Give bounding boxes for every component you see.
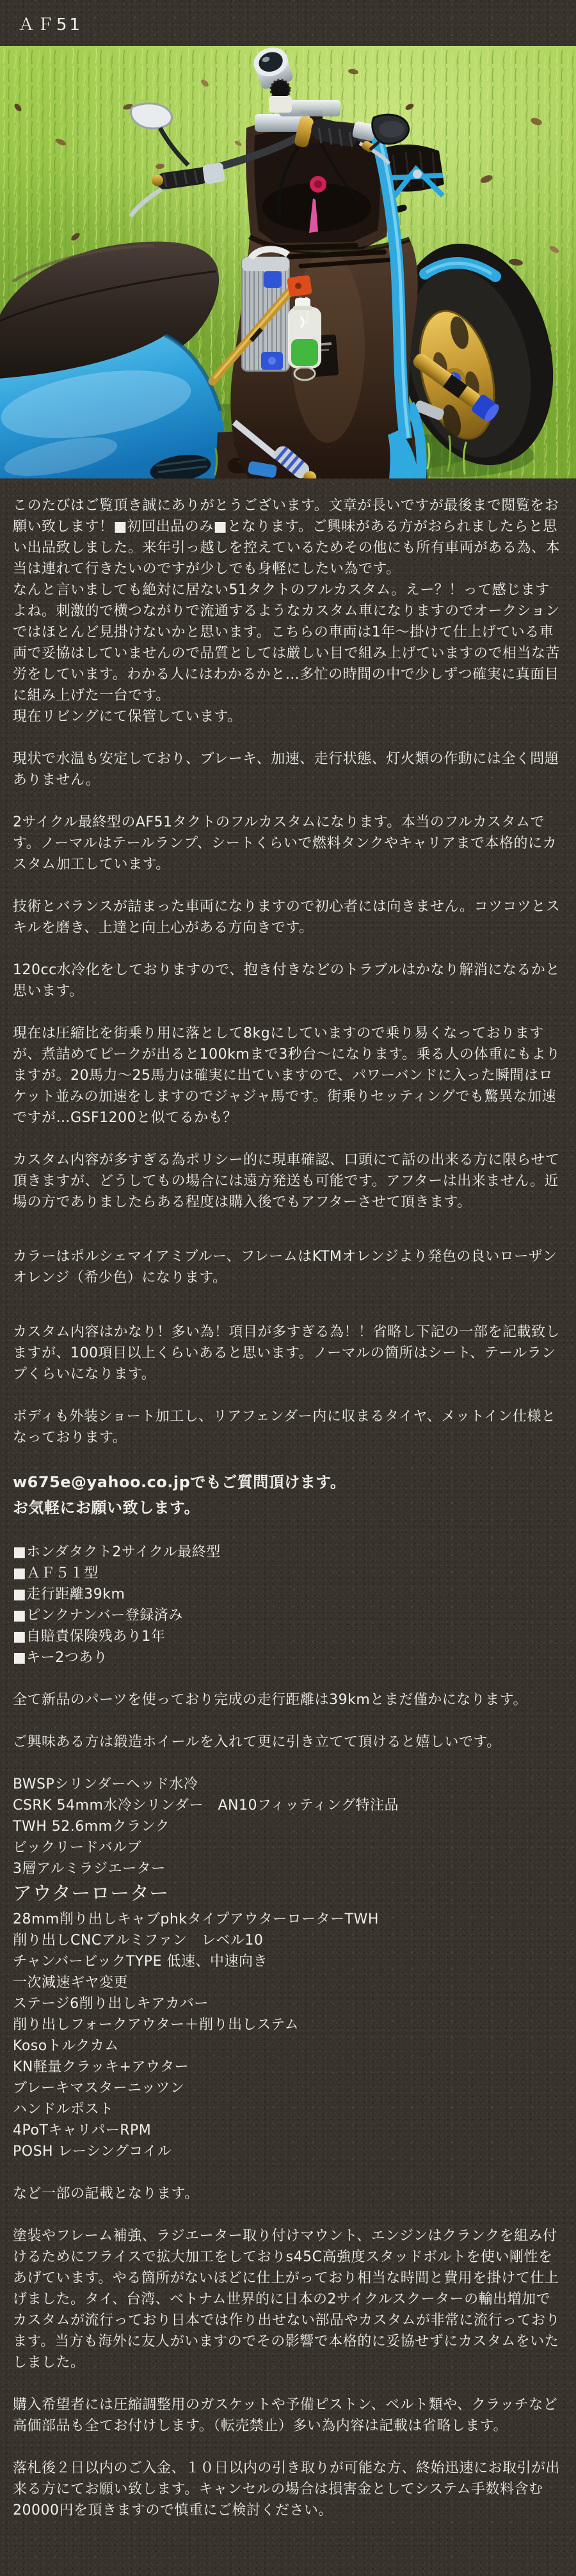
contact-note-line: お気軽にお願い致します。 [13,1499,200,1517]
page-title: ＡＦ51 [18,15,83,35]
description-paragraph: 現在は圧縮比を街乗り用に落として8kgにしていますので乗り易くなっておりますが、煮詰めてピークが出ると100kmまで3秒台〜になります。乗る人の体重にもよりますが。20馬力〜25馬力は確実に出ていますので、パワーバンドに入った瞬間はロケット並みの加速をしますのでジャジャ馬です。街乗りセッティングでも驚異な加速ですが…GSF1200と似てるかも？ [13,1025,561,1126]
radiator [242,249,289,371]
description-paragraph: など一部の記載となります。 [13,2186,199,2202]
description-paragraph: 2サイクル最終型のAF51タクトのフルカスタムになります。本当のフルカスタムです。ノーマルはテールランプ、シートくらいで燃料タンクやキャリアまで本格的にカスタム加工しています。 [13,814,557,873]
description-paragraph: 全て新品のパーツを使っており完成の走行距離は39kmとまだ僅かになります。 [13,1692,528,1708]
anodized-fitting [264,271,282,288]
description-paragraph: 塗装やフレーム補強、ラジエーター取り付けマウント、エンジンはクランクを組み付けるためにフライスで拡大加工をしておりs45C高強度スタッドボルトを使い剛性をあげています。やる箇所がないほどに仕上がっており相当な時間と費用を掛けて仕上げました。タイ、台湾、ベトナム世界的に日本の2サイクルスクーターの輸出増加でカスタムが流行っており日本では作り出せない部品やカスタムが非常に流行っております。当方も海外に友人がいますのでその影響で本格的に妥協せずにカスタムをいたしました。 [13,2228,561,2371]
description-paragraph: ボディも外装ショート加工し、リアフェンダー内に収まるタイヤ、メットイン仕様となっております。 [13,1409,556,1446]
description-paragraph: このたびはご覧頂き誠にありがとうございます。文章が長いですが最後まで閲覧をお願い致します！■初回出品のみ■となります。ご興味がある方がおられましたらと思い出品致しました。来年引っ越しを控えているためその他にも所有車両がある為、本当は連れて行きたいのですが少しでも身軽にしたい為です。 [13,498,561,577]
switch-housing [202,162,225,184]
parts-list: BWSPシリンダーヘッド水冷 CSRK 54mm水冷シリンダー AN10フィッティング特注品 TWH 52.6mmクランク ビックリードバルブ 3層アルミラジエーター [13,1776,399,1877]
description-paragraph: 現在リビングにて保管しています。 [13,709,242,725]
description-paragraph: 落札後２日以内のご入金、１０日以内の引き取りが可能な方、終始迅速にお取引が出来る方にてお願い致します。キャンセルの場合は損害金としてシステム手数料含む20000円を頂きますので慎重にご検討ください。 [13,2460,561,2518]
description-paragraph: カラーはポルシェマイアミブルー、フレームはKTMオレンジより発色の良いローザンオレンジ（希少色）になります。 [13,1249,557,1286]
parts-list: 28mm削り出しキャブphkタイプアウターローターTWH 削り出しCNCアルミファン レベル10 チャンバービックTYPE 低速、中速向き 一次減速ギヤ変更 ステージ6削り出しキアカバー 削り出しフォークアウター＋削り出しステム Kosoトルクカム KN軽量クラッキ+アウター ブレーキマスターニッツン ハンドルポスト 4PoTキャリパーRPM POSH レーシングコイル [13,1911,379,2160]
vehicle-spec-list: ■ホンダタクト2サイクル最終型 ■ＡＦ５１型 ■走行距離39km ■ピンクナンバー登録済み ■自賠責保険残あり1年 ■キー2つあり [13,1544,221,1666]
description-paragraph: 現状で水温も安定しており、ブレーキ、加速、走行状態、灯火類の作動には全く問題ありません。 [13,751,559,788]
listing-photo [0,46,576,478]
page-header [0,0,576,46]
contact-email-line: w675e@yahoo.co.jpでもご質問頂けます。 [13,1473,346,1491]
description-paragraph: 技術とバランスが詰まった車両になりますので初心者には向きません。コツコツとスキルを磨き、上達と向上心がある方向きです。 [13,899,561,936]
parts-list-heading: アウターローター [13,1883,169,1905]
listing-description [0,478,576,2521]
description-paragraph: カスタム内容はかなり！多い為！項目が多すぎる為！！省略し下記の一部を記載致しますが、100項目以上くらいあると思います。ノーマルの箇所はシート、テールランプくらいになります。 [13,1324,561,1382]
description-paragraph: 120cc水冷化をしておりますので、抱き付きなどのトラブルはかなり解消になるかと思います。 [13,962,560,999]
bracket-bolt [413,170,422,178]
brake-reservoir-cup [269,96,292,113]
description-paragraph: 購入希望者には圧縮調整用のガスケットや予備ピストン、ベルト類や、クラッチなど高価部品も全てお付けします。（転売禁止）多い為内容は記載は省略します。 [13,2397,558,2434]
description-paragraph: なんと言いましても絶対に居ない51タクトのフルカスタム。えー？！って感じますよね。刺激的で横つながりで流通するようなカスタム車になりますのでオークションではほとんど見掛けないかと思います。こちらの車両は1年〜掛けて仕上げている車両で妥協はしていませんので品質としては厳しい目で組み上げていますので相当な苦労をしています。わかる人にはわかるかと…多忙の時間の中で少しずつ確実に真面目に組み上げた一台です。 [13,582,561,704]
description-paragraph: ご興味ある方は鍛造ホイールを入れて更に引き立てて頂けると嬉しいです。 [13,1734,501,1750]
description-paragraph: カスタム内容が多すぎる為ポリシー的に現車確認、口頭にて話の出来る方に限らせて頂きますが、どうしてもの場合には遠方発送も可能です。アフターは出来ません。近場の方でありましたらある程度は購入後でもアフターさせて頂きます。 [13,1152,560,1210]
